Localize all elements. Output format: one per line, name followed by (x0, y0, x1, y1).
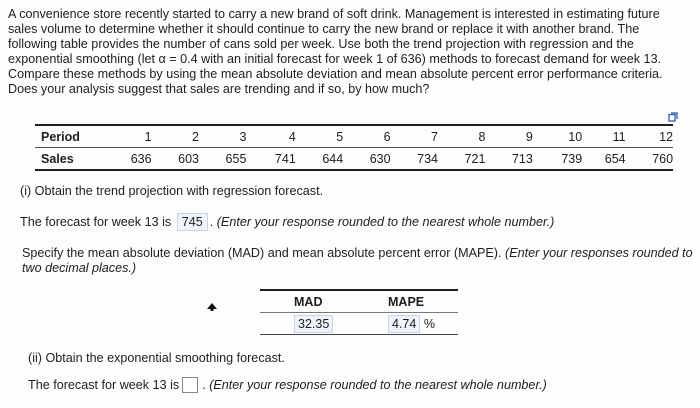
period-cell: 4 (288, 129, 296, 144)
period-cell: 6 (383, 129, 391, 144)
sales-cell: 654 (604, 151, 626, 166)
mad-mape-table (260, 289, 458, 335)
problem-line: Compare these methods by using the mean absolute deviation and mean absolute percent error performance criteria. (8, 67, 663, 81)
sales-cell: 636 (130, 151, 152, 166)
period-cell: 8 (478, 129, 486, 144)
period-cell: 11 (612, 129, 626, 144)
mad-header: MAD (294, 294, 323, 309)
sales-cell: 630 (369, 151, 391, 166)
forecast2-answer-field[interactable] (182, 377, 198, 393)
forecast-hint: (Enter your response rounded to the nearest whole number.) (216, 215, 555, 229)
sales-row (35, 147, 673, 169)
sales-cell: 713 (511, 151, 533, 166)
cursor-arrow-icon (206, 303, 218, 317)
copy-icon[interactable] (668, 112, 678, 122)
part-ii-forecast-line: The forecast for week 13 is . (Enter your response rounded to the nearest whole number.) (28, 378, 547, 392)
problem-statement (8, 7, 692, 97)
sales-cell: 644 (322, 151, 344, 166)
mape-unit: % (423, 316, 435, 331)
problem-line: following table provides the number of cans sold per week. Use both the trend projection with regression and the (8, 37, 634, 51)
sales-cell: 655 (225, 151, 247, 166)
mape-answer-field[interactable]: 4.74 (388, 315, 420, 333)
period-cell: 2 (192, 129, 199, 144)
period-cell: 1 (144, 129, 152, 144)
forecast2-prefix: The forecast for week 13 is (28, 378, 180, 392)
sales-cell: 741 (274, 151, 296, 166)
sales-cell: 603 (178, 151, 199, 166)
mad-answer-field[interactable]: 32.35 (294, 315, 333, 333)
sales-header: Sales (41, 151, 74, 166)
sales-cell: 721 (464, 151, 486, 166)
period-header: Period (41, 129, 80, 144)
sales-cell: 739 (561, 151, 583, 166)
mad-mape-instruction (22, 246, 694, 276)
problem-line: sales volume to determine whether it should continue to carry the new brand or replace it with another brand. The (8, 22, 640, 36)
metrics-value-row (260, 312, 458, 334)
period-cell: 10 (568, 129, 583, 144)
metrics-header-row (260, 291, 458, 312)
mape-header: MAPE (388, 294, 425, 309)
problem-line: Does your analysis suggest that sales are trending and if so, by how much? (8, 82, 430, 96)
problem-line: exponential smoothing (let α = 0.4 with an initial forecast for week 1 of 636) methods to forecast demand for week 13. (8, 52, 662, 66)
mad-instruction-hint: (Enter your responses rounded to two decimal places.) (22, 246, 693, 275)
part-i-heading: (i) Obtain the trend projection with regression forecast. (20, 184, 324, 198)
forecast-answer-field[interactable]: 745 (177, 213, 208, 231)
part-i-forecast-line: The forecast for week 13 is 745 . (Enter your response rounded to the nearest whole number.) (20, 215, 555, 229)
problem-line: A convenience store recently started to carry a new brand of soft drink. Management is interested in estimating future (8, 7, 660, 21)
period-cell: 12 (659, 129, 674, 144)
part-ii-heading: (ii) Obtain the exponential smoothing forecast. (28, 351, 285, 365)
sales-cell: 760 (652, 151, 674, 166)
sales-data-table (35, 124, 673, 171)
mad-instruction-text: Specify the mean absolute deviation (MAD) and mean absolute percent error (MAPE). (22, 246, 502, 260)
period-row (35, 126, 673, 147)
forecast-prefix: The forecast for week 13 is (20, 215, 172, 229)
period-cell: 9 (525, 129, 533, 144)
sales-cell: 734 (417, 151, 438, 166)
period-cell: 5 (336, 129, 344, 144)
period-cell: 3 (239, 129, 247, 144)
forecast2-hint: (Enter your response rounded to the nearest whole number.) (209, 378, 547, 392)
period-cell: 7 (431, 129, 438, 144)
